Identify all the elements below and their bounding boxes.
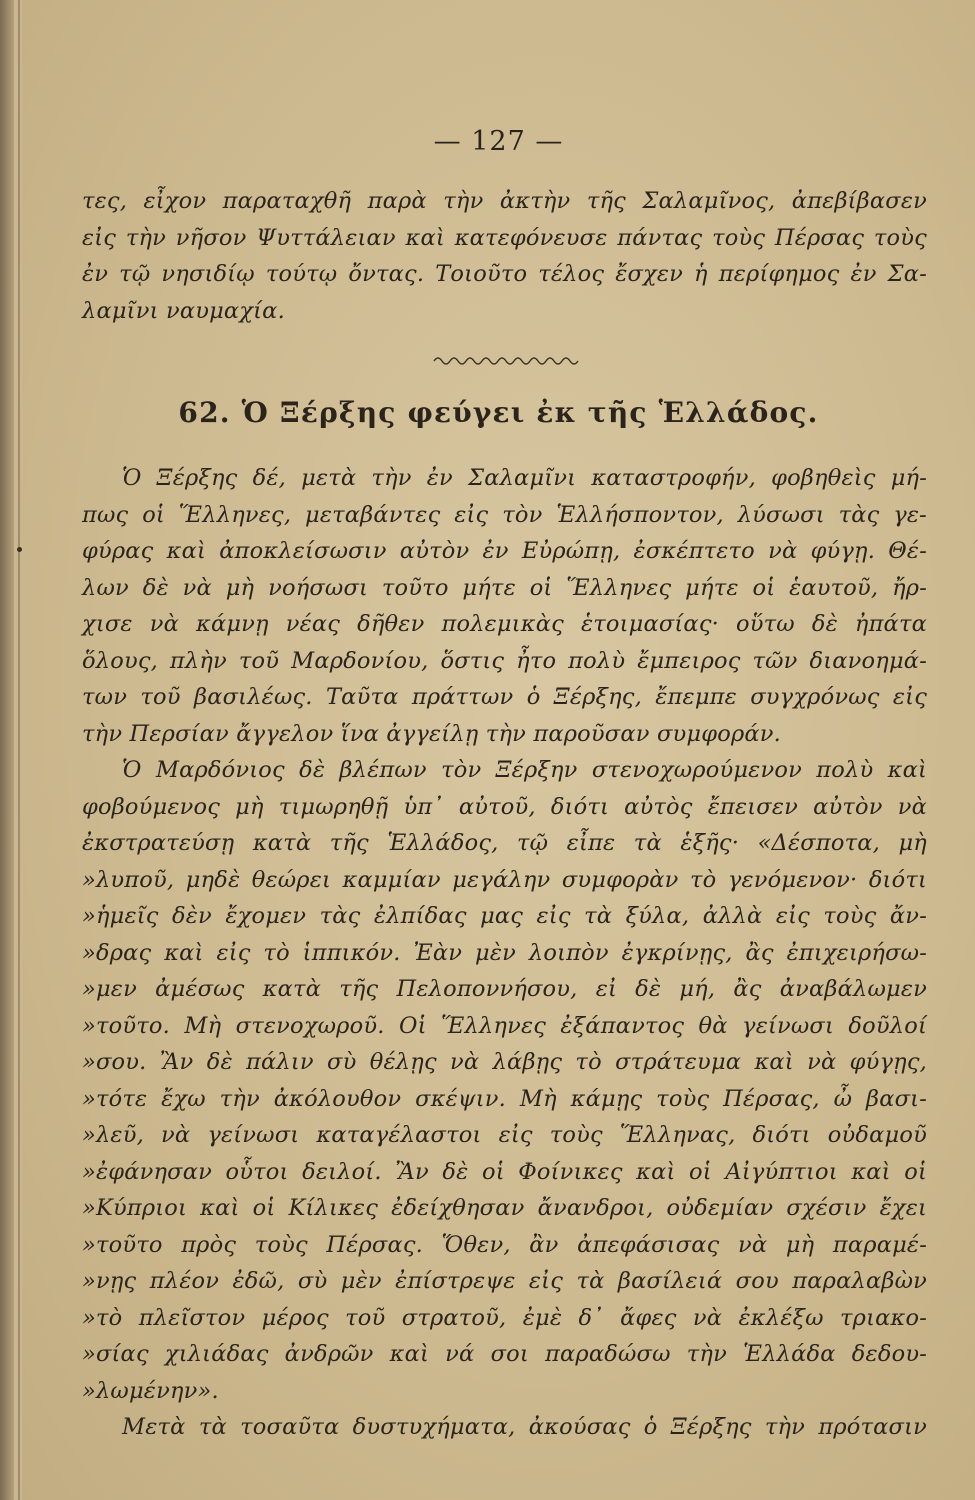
text-line: ἐκστρατεύσῃ κατὰ τῆς Ἑλλάδος, τῷ εἶπε τὰ ἑξῆς· «Δέσποτα, μὴ (82, 830, 927, 856)
text-line: »τοῦτο πρὸς τοὺς Πέρσας. Ὅθεν, ἂν ἀπεφάσισας νὰ μὴ παραμέ- (82, 1231, 927, 1258)
text-line: λων δὲ νὰ μὴ νοήσωσι τοῦτο μήτε οἱ Ἕλληνες μήτε οἱ ἑαυτοῦ, ἤρ- (82, 574, 927, 601)
intro-paragraph (82, 183, 927, 329)
text-line: Μετὰ τὰ τοσαῦτα δυστυχήματα, ἀκούσας ὁ Ξέρξης τὴν πρότασιν (122, 1414, 927, 1440)
text-line: τες, εἶχον παραταχθῆ παρὰ τὴν ἀκτὴν τῆς Σαλαμῖνος, ἀπεβίβασεν (82, 188, 927, 214)
text-line: »λυποῦ, μηδὲ θεώρει καμμίαν μεγάλην συμφορὰν τὸ γενόμενον· διότι (82, 866, 927, 893)
text-line: ἐν τῷ νησιδίῳ τούτῳ ὄντας. Τοιοῦτο τέλος ἔσχεν ἡ περίφημος ἐν Σα- (82, 261, 927, 287)
text-line: »ἡμεῖς δὲν ἔχομεν τὰς ἐλπίδας μας εἰς τὰ ξύλα, ἀλλὰ εἰς τοὺς ἄν- (82, 903, 927, 929)
section-title: 62. Ὁ Ξέρξης φεύγει ἐκ τῆς Ἑλλάδος. (178, 396, 819, 429)
wavy-divider (432, 353, 582, 369)
body-text (82, 460, 927, 1446)
book-spine-edge (0, 0, 14, 1500)
text-line: των τοῦ βασιλέως. Ταῦτα πράττων ὁ Ξέρξης, ἔπεμπε συγχρόνως εἰς (82, 684, 927, 710)
text-line: λαμῖνι ναυμαχία. (82, 297, 285, 324)
page-number: — 127 — (433, 126, 564, 157)
text-line: φύρας καὶ ἀποκλείσωσιν αὐτὸν ἐν Εὐρώπῃ, ἐσκέπτετο νὰ φύγῃ. Θέ- (82, 538, 927, 564)
text-line: εἰς τὴν νῆσον Ψυττάλειαν καὶ κατεφόνευσε πάντας τοὺς Πέρσας τοὺς (82, 224, 927, 251)
text-line: »μεν ἀμέσως κατὰ τῆς Πελοποννήσου, εἰ δὲ μή, ἂς ἀναβάλωμεν (82, 976, 927, 1002)
book-page (22, 0, 975, 1500)
text-line: »νῃς πλέον ἐδῶ, σὺ μὲν ἐπίστρεψε εἰς τὰ βασίλειά σου παραλαβὼν (82, 1268, 927, 1294)
text-line: Ὁ Ξέρξης δέ, μετὰ τὴν ἐν Σαλαμῖνι καταστροφήν, φοβηθεὶς μή- (122, 465, 927, 491)
text-line: ὅλους, πλὴν τοῦ Μαρδονίου, ὅστις ἦτο πολὺ ἔμπειρος τῶν διανοημά- (82, 647, 927, 674)
text-line: »σίας χιλιάδας ἀνδρῶν καὶ νά σοι παραδώσω τὴν Ἑλλάδα δεδου- (82, 1341, 927, 1367)
text-line: τὴν Περσίαν ἄγγελον ἵνα ἀγγείλῃ τὴν παροῦσαν συμφοράν. (82, 720, 781, 747)
text-line: »δρας καὶ εἰς τὸ ἱππικόν. Ἐὰν μὲν λοιπὸν ἐγκρίνῃς, ἂς ἐπιχειρήσω- (82, 939, 927, 966)
text-line: »σου. Ἂν δὲ πάλιν σὺ θέλῃς νὰ λάβῃς τὸ στράτευμα καὶ νὰ φύγῃς, (82, 1049, 927, 1075)
text-line: »λεῦ, νὰ γείνωσι καταγέλαστοι εἰς τοὺς Ἕλληνας, διότι οὐδαμοῦ (82, 1122, 927, 1148)
text-line: »λωμένην». (82, 1377, 219, 1404)
text-line: »ἐφάνησαν οὗτοι δειλοί. Ἂν δὲ οἱ Φοίνικες καὶ οἱ Αἰγύπτιοι καὶ οἱ (82, 1158, 927, 1185)
text-line: »τοῦτο. Μὴ στενοχωροῦ. Οἱ Ἕλληνες ἐξάπαντος θὰ γείνωσι δοῦλοί (82, 1012, 927, 1039)
text-line: »τὸ πλεῖστον μέρος τοῦ στρατοῦ, ἐμὲ δ᾽ ἄφες νὰ ἐκλέξω τριακο- (82, 1304, 927, 1331)
text-line: Ὁ Μαρδόνιος δὲ βλέπων τὸν Ξέρξην στενοχωρούμενον πολὺ καὶ (122, 757, 927, 783)
text-line: »Κύπριοι καὶ οἱ Κίλικες ἐδείχθησαν ἄνανδροι, οὐδεμίαν σχέσιν ἔχει (82, 1195, 927, 1221)
page-edge-line (18, 0, 20, 1500)
text-line: χισε νὰ κάμνῃ νέας δῆθεν πολεμικὰς ἑτοιμασίας· οὕτω δὲ ἠπάτα (82, 611, 927, 637)
text-line: πως οἱ Ἕλληνες, μεταβάντες εἰς τὸν Ἑλλήσποντον, λύσωσι τὰς γε- (82, 501, 927, 528)
text-line: φοβούμενος μὴ τιμωρηθῇ ὑπ᾽ αὐτοῦ, διότι αὐτὸς ἔπεισεν αὐτὸν νὰ (82, 793, 927, 820)
text-line: »τότε ἔχω τὴν ἀκόλουθον σκέψιν. Μὴ κάμῃς τοὺς Πέρσας, ὦ βασι- (82, 1085, 927, 1112)
